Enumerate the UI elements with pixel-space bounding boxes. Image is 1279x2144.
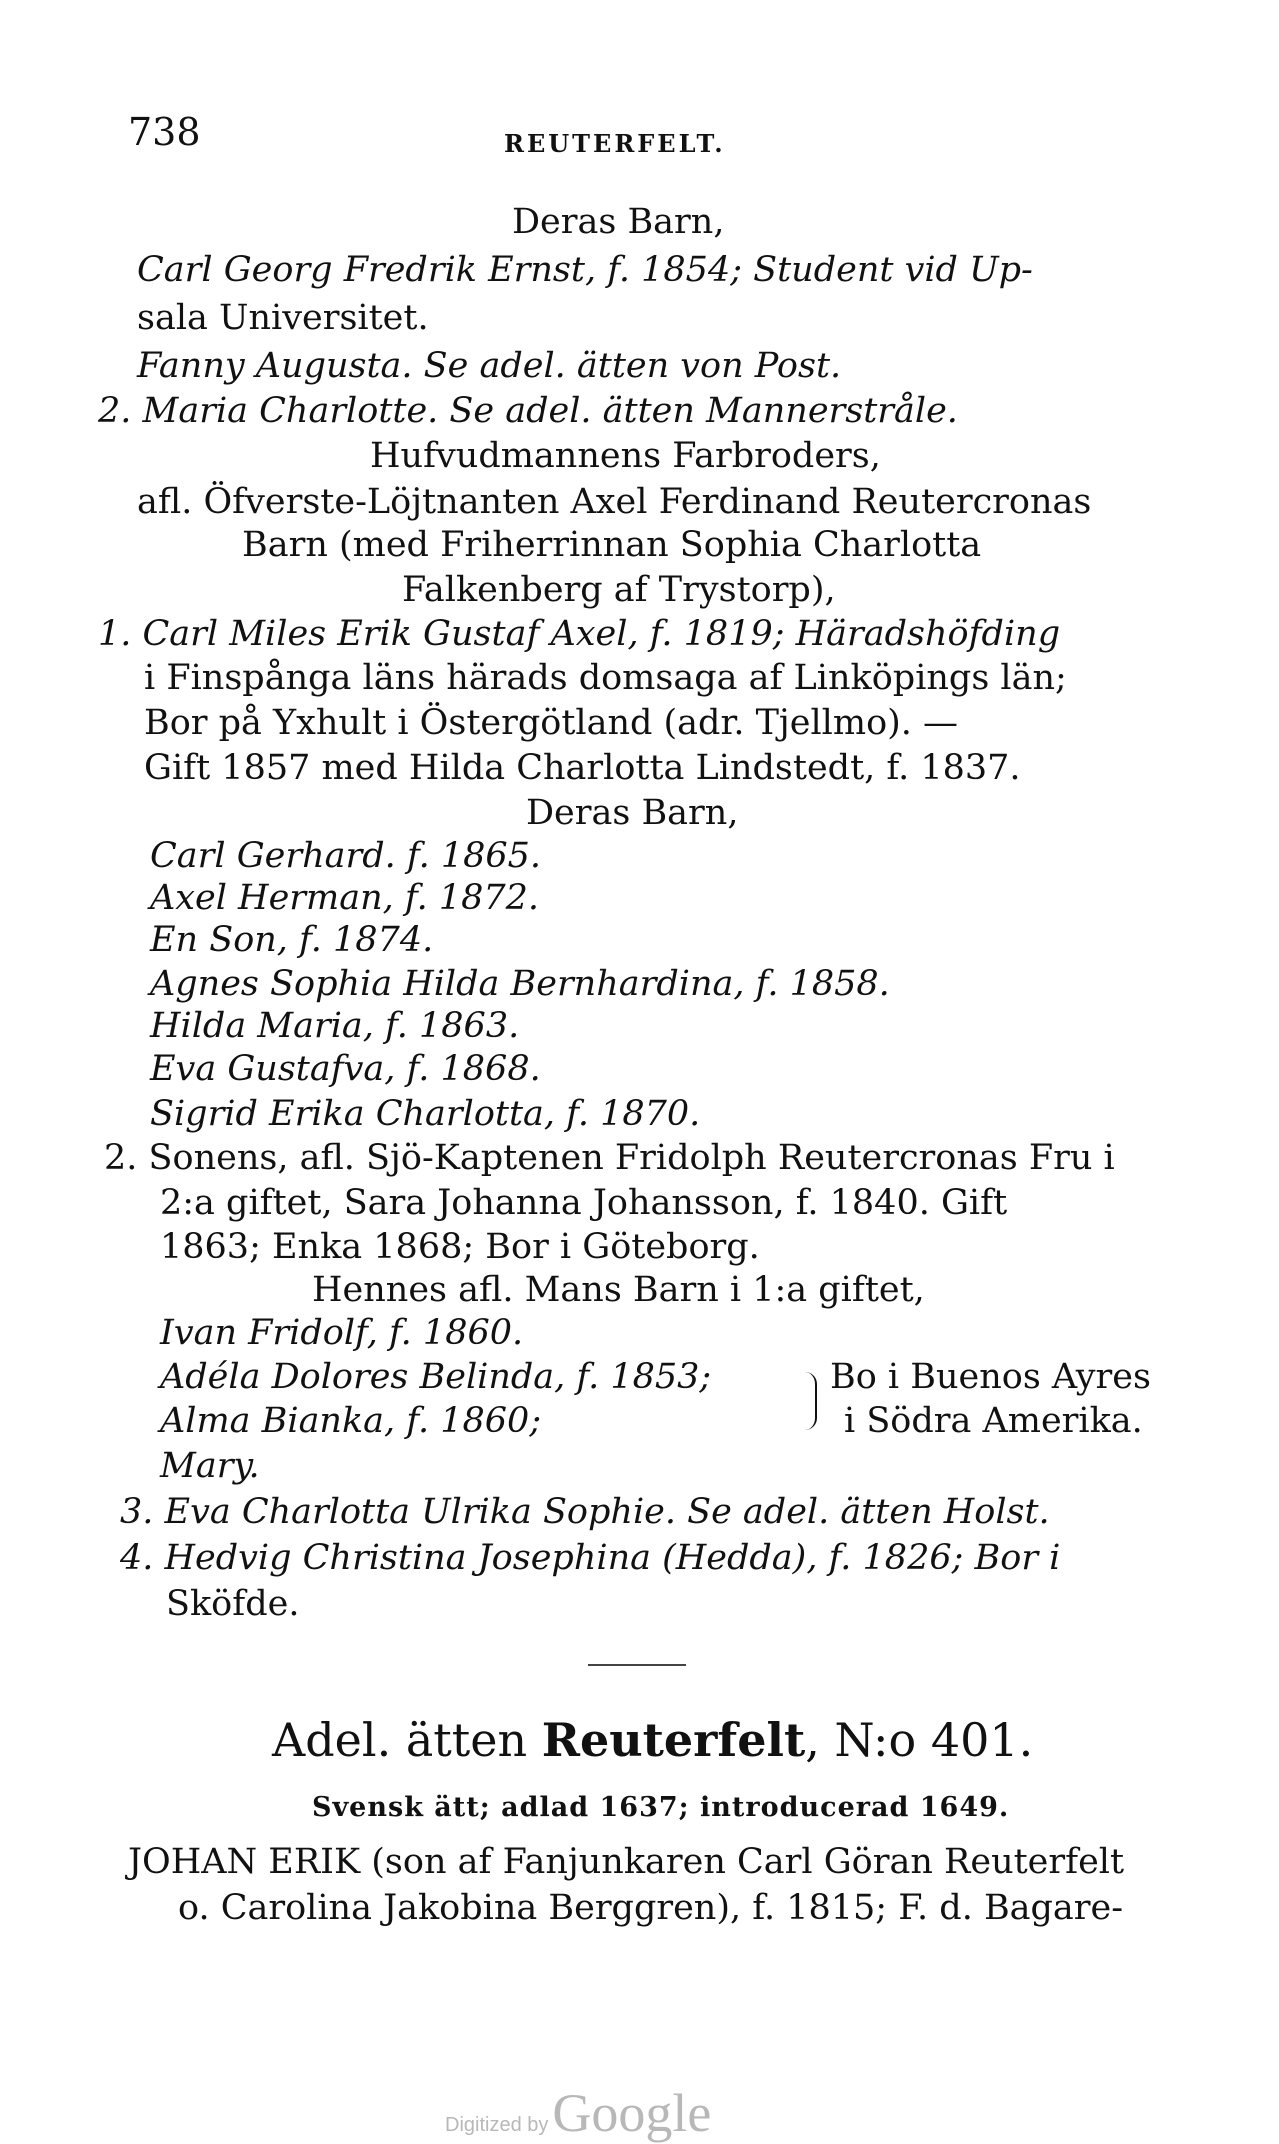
text-line: JOHAN ERIK (son af Fanjunkaren Carl Göran Reuterfelt: [128, 1842, 1125, 1882]
text-line: 4. Hedvig Christina Josephina (Hedda), f. 1826; Bor i: [120, 1538, 1061, 1578]
child-entry: Mary.: [160, 1446, 260, 1486]
heading-deras-barn: Deras Barn,: [526, 793, 739, 833]
text-line: 2:a giftet, Sara Johanna Johansson, f. 1840. Gift: [160, 1183, 1008, 1223]
running-title: REUTERFELT.: [504, 129, 726, 158]
text-line: 2. Sonens, afl. Sjö-Kaptenen Fridolph Reutercronas Fru i: [104, 1138, 1115, 1178]
child-entry: Hilda Maria, f. 1863.: [150, 1006, 520, 1046]
text-line: Carl Georg Fredrik Ernst, f. 1854; Student vid Up-: [137, 250, 1033, 290]
child-entry: Eva Gustafva, f. 1868.: [150, 1049, 541, 1089]
child-entry: Axel Herman, f. 1872.: [150, 878, 540, 918]
text-line: Gift 1857 med Hilda Charlotta Lindstedt, f. 1837.: [144, 748, 1021, 788]
digitized-label: Digitized by: [445, 2114, 549, 2136]
residence-note: i Södra Amerika.: [844, 1401, 1143, 1441]
heading-hufvudmannens: Hufvudmannens Farbroders,: [370, 436, 881, 476]
text-line: 2. Maria Charlotte. Se adel. ätten Mannerstråle.: [98, 391, 958, 431]
heading-deras-barn: Deras Barn,: [512, 202, 725, 242]
child-entry: Carl Gerhard. f. 1865.: [150, 836, 542, 876]
text-line: 3. Eva Charlotta Ulrika Sophie. Se adel. ätten Holst.: [120, 1492, 1050, 1532]
text-line: 1863; Enka 1868; Bor i Göteborg.: [160, 1227, 760, 1267]
section-subtitle: Svensk ätt; adlad 1637; introducerad 1649.: [312, 1792, 1010, 1823]
child-entry: Agnes Sophia Hilda Bernhardina, f. 1858.: [150, 964, 890, 1004]
text-line: Sköfde.: [166, 1584, 300, 1624]
title-number: , N:o 401.: [805, 1713, 1034, 1767]
text-line: Falkenberg af Trystorp),: [402, 570, 836, 610]
child-entry: Ivan Fridolf, f. 1860.: [160, 1313, 524, 1353]
residence-note: Bo i Buenos Ayres: [830, 1357, 1151, 1397]
section-title: [272, 1712, 1033, 1768]
digitized-by-google-watermark: [445, 2082, 711, 2144]
brace-bracket: [805, 1372, 817, 1430]
text-line: afl. Öfverste-Löjtnanten Axel Ferdinand Reutercronas: [137, 482, 1092, 522]
text-line: Barn (med Friherrinnan Sophia Charlotta: [242, 525, 982, 565]
section-divider: [588, 1664, 686, 1666]
title-prefix: Adel. ätten: [272, 1713, 528, 1767]
child-entry: En Son, f. 1874.: [150, 920, 434, 960]
text-line: Bor på Yxhult i Östergötland (adr. Tjellmo). —: [144, 703, 959, 743]
child-entry: Sigrid Erika Charlotta, f. 1870.: [150, 1094, 701, 1134]
heading-hennes-barn: Hennes afl. Mans Barn i 1:a giftet,: [312, 1270, 925, 1310]
page-number: 738: [128, 110, 201, 154]
google-logo: Google: [552, 2083, 712, 2143]
text-line: sala Universitet.: [137, 298, 429, 338]
text-line: Fanny Augusta. Se adel. ätten von Post.: [137, 346, 842, 386]
child-entry: Alma Bianka, f. 1860;: [160, 1401, 542, 1441]
child-entry: Adéla Dolores Belinda, f. 1853;: [160, 1357, 712, 1397]
title-family-name: Reuterfelt: [541, 1713, 806, 1767]
text-line: o. Carolina Jakobina Berggren), f. 1815; F. d. Bagare-: [178, 1888, 1124, 1928]
text-line: i Finspånga läns härads domsaga af Linköpings län;: [144, 658, 1067, 698]
text-line: 1. Carl Miles Erik Gustaf Axel, f. 1819; Häradshöfding: [98, 614, 1061, 654]
